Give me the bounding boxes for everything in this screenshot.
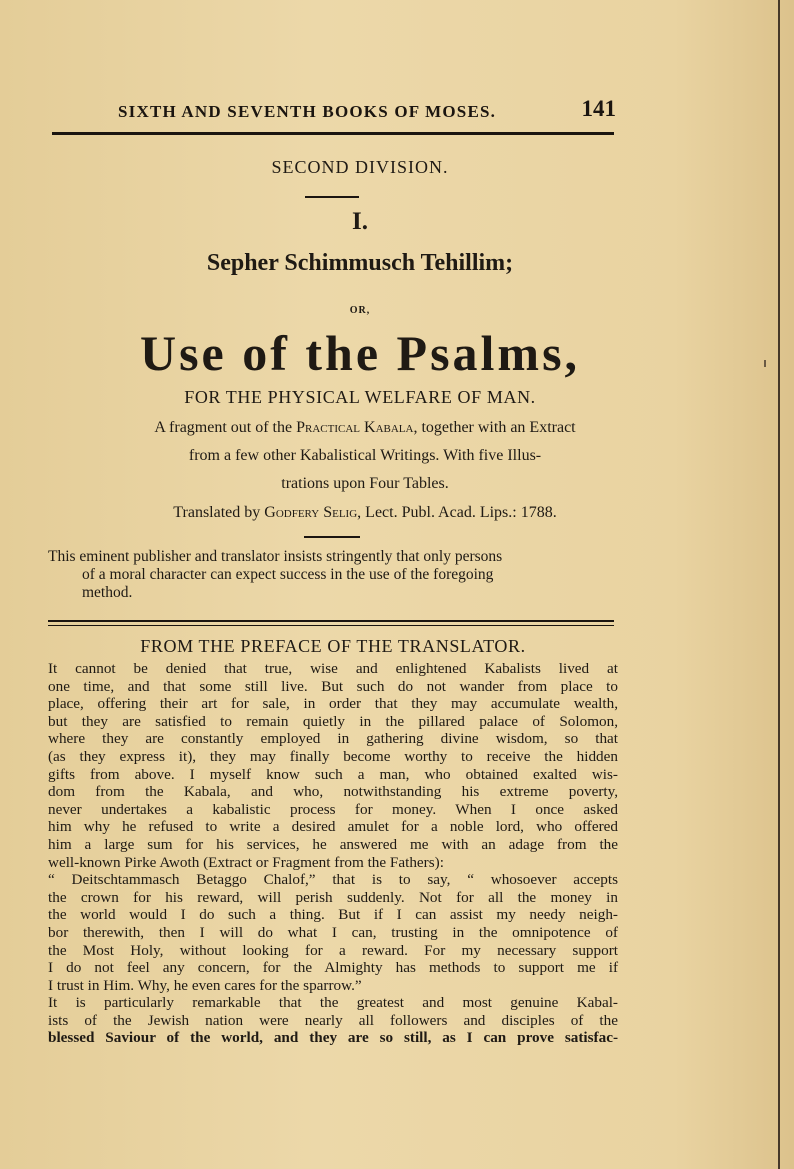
running-head <box>118 96 616 126</box>
fragment-description <box>40 414 690 498</box>
fragment-line-3: trations upon Four Tables. <box>281 475 449 492</box>
text-line: dom from the Kabala, and who, notwithstanding his extreme poverty, <box>48 783 618 801</box>
note-line: method. <box>82 584 133 601</box>
page-number: 141 <box>581 96 616 121</box>
fragment-line-2: from a few other Kabalistical Writings. With five Illus- <box>188 447 542 464</box>
text-line: him a large sum for his services, he answered me with an adage from the <box>48 835 618 853</box>
text-line: bor therewith, then I will do what I can, trusting in the omnipotence of <box>48 923 618 941</box>
text-line: him why he refused to write a desired amulet for a noble lord, who offered <box>48 818 618 836</box>
double-rule-top <box>48 620 614 622</box>
note-line: This eminent publisher and translator insists stringently that only persons <box>48 548 503 565</box>
text-line: never undertakes a kabalistic process for money. When I once asked <box>48 800 618 818</box>
text-line: the Most Holy, without looking for a reward. For my necessary support <box>48 941 618 959</box>
text-line: I trust in Him. Why, he even cares for the sparrow.” <box>48 976 362 994</box>
text-line: gifts from above. I myself know such a man, who obtained exalted wis- <box>48 765 618 783</box>
page-edge-line <box>778 0 780 1169</box>
text-line: (as they express it), they may finally become worthy to receive the hidden <box>48 747 618 765</box>
text-line: blessed Saviour of the world, and they are so still, as I can prove satisfac- <box>48 1029 618 1047</box>
running-head-title: SIXTH AND SEVENTH BOOKS OF MOSES. <box>118 102 497 121</box>
text-line: It is particularly remarkable that the greatest and most genuine Kabal- <box>48 994 618 1012</box>
subtitle: FOR THE PHYSICAL WELFARE OF MAN. <box>184 387 536 407</box>
sepher-title: Sepher Schimmusch Tehillim; <box>206 250 514 276</box>
preface-body <box>48 660 618 1047</box>
text-line: “ Deitschtammasch Betaggo Chalof,” that is to say, “ whosoever accepts <box>48 871 618 889</box>
text-line: but they are satisfied to remain quietly in the pillared palace of Solomon, <box>48 712 618 730</box>
translated-by: Translated by Godfery Selig, Lect. Publ. Acad. Lips.: 1788. <box>173 504 557 521</box>
division-heading: SECOND DIVISION. <box>271 157 449 177</box>
fragment-line-1: A fragment out of the Practical Kabala, together with an Extract <box>154 419 576 436</box>
double-rule-bottom <box>48 625 614 626</box>
text-line: place, offering their art for sale, in order that they may accumulate wealth, <box>48 695 618 713</box>
text-line: the crown for his reward, will perish suddenly. Not for all the money in <box>48 888 618 906</box>
note-line: of a moral character can expect success in the use of the foregoing <box>82 566 494 583</box>
header-rule <box>52 132 614 135</box>
division-rule <box>305 196 359 198</box>
translated-rule <box>304 536 360 538</box>
text-line: I do not feel any concern, for the Almighty has methods to support me if <box>48 959 618 977</box>
preface-heading: FROM THE PREFACE OF THE TRANSLATOR. <box>140 636 526 656</box>
text-line: one time, and that some still live. But such do not wander from place to <box>48 677 618 695</box>
text-line: well-known Pirke Awoth (Extract or Fragment from the Fathers): <box>48 853 444 871</box>
translator-note <box>48 548 618 602</box>
or-text: OR, <box>349 305 371 316</box>
text-line: It cannot be denied that true, wise and enlightened Kabalists lived at <box>48 660 618 677</box>
section-numeral: I. <box>352 208 368 235</box>
text-line: the world would I do such a thing. But if I can assist my needy neigh- <box>48 906 618 924</box>
page-speck <box>764 360 766 367</box>
text-line: where they are constantly employed in gathering divine wisdom, so that <box>48 730 618 748</box>
text-line: ists of the Jewish nation were nearly all followers and disciples of the <box>48 1011 618 1029</box>
main-title: Use of the Psalms, <box>139 325 581 381</box>
